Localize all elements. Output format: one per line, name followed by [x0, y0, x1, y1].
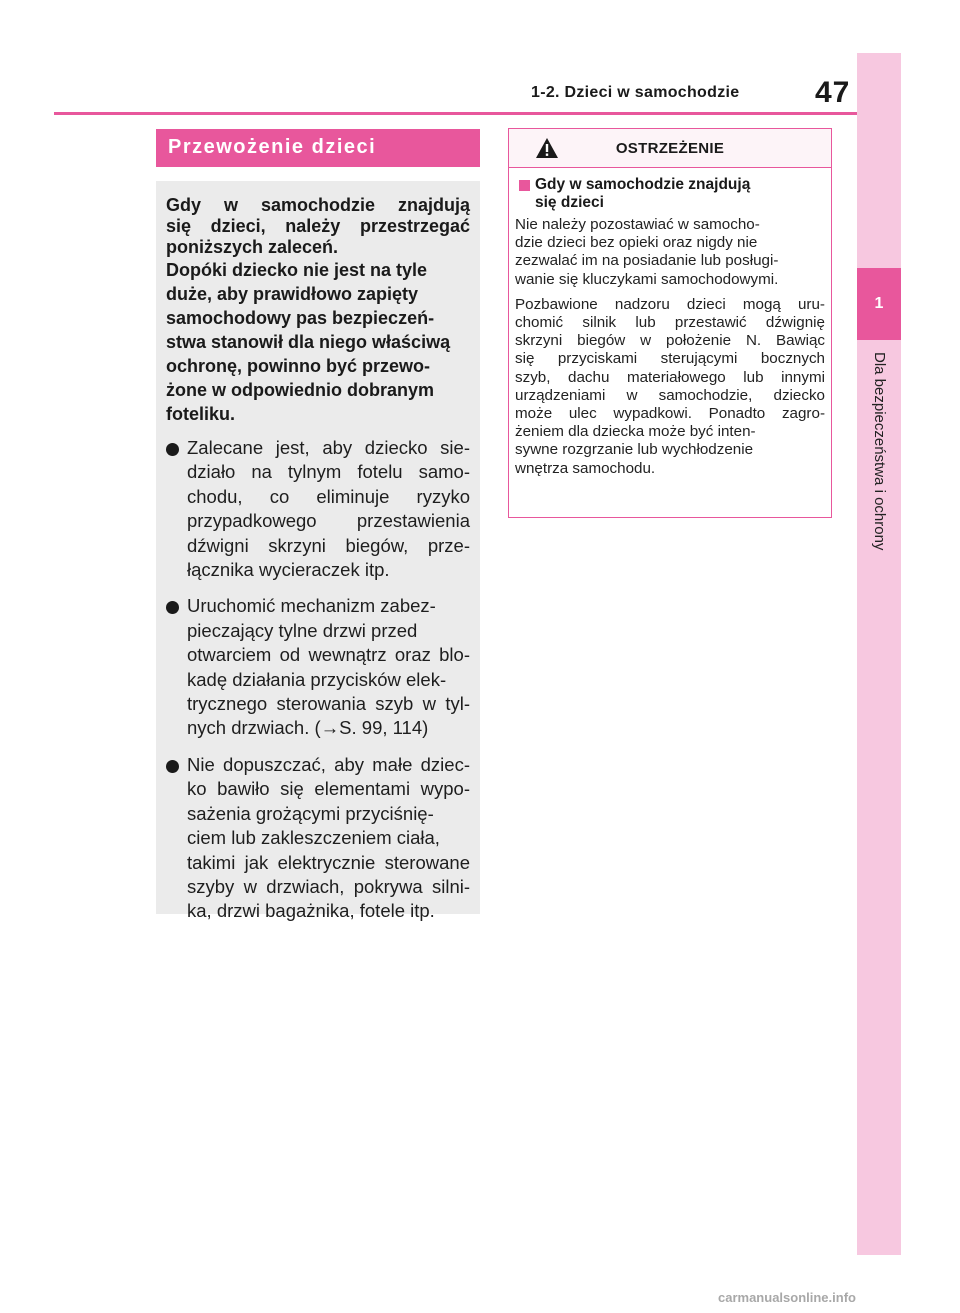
warning-line: zezwalać im na posiadanie lub posługi- — [515, 252, 779, 270]
warning-header — [509, 129, 831, 168]
intro-line: ochronę, powinno być przewo- — [166, 356, 431, 376]
warning-line: Pozbawione nadzoru dzieci mogą uru- — [515, 295, 825, 313]
warning-line: żeniem dla dziecka może być inten- — [515, 423, 756, 441]
bullet-line: takimi jak elektrycznie sterowane — [187, 851, 470, 873]
watermark: carmanualsonline.info — [718, 1290, 856, 1305]
warning-subheading-line: się dzieci — [535, 194, 604, 211]
intro-line: samochodowy pas bezpieczeń- — [166, 308, 435, 328]
bullet-line: działo na tylnym fotelu samo- — [187, 461, 470, 483]
warning-box — [508, 128, 832, 518]
warning-subheading-line: Gdy w samochodzie znajdują — [535, 176, 751, 193]
bullet-line: kadę działania przycisków elek- — [187, 668, 447, 690]
bullet-line: pieczający tylne drzwi przed — [187, 619, 418, 641]
warning-line: skrzyni biegów w położenie N. Bawiąc — [515, 332, 825, 350]
intro-paragraph-2 — [166, 258, 470, 426]
warning-line: sywne rozgrzanie lub wychłodzenie — [515, 441, 754, 459]
chapter-side-tab — [857, 53, 901, 1255]
warning-triangle-icon — [535, 137, 559, 159]
warning-body — [509, 168, 831, 478]
warning-line: chomić silnik lub przestawić dźwignię — [515, 314, 825, 332]
warning-line: się przyciskami sterującymi bocznych — [515, 350, 825, 368]
bullet-line: chodu, co eliminuje ryzyko — [187, 485, 470, 507]
bullet-line: Nie dopuszczać, aby małe dziec- — [187, 753, 470, 775]
square-bullet-icon — [519, 180, 530, 191]
intro-line: stwa stanowił dla niego właściwą — [166, 332, 451, 352]
bullet-line: łącznika wycieraczek itp. — [187, 559, 390, 581]
warning-line: może ulec wypadkowi. Ponadto zagro- — [515, 405, 825, 423]
bullet-item — [166, 436, 470, 582]
intro-line: duże, aby prawidłowo zapięty — [166, 284, 419, 304]
intro-paragraph — [166, 195, 470, 258]
warning-line: urządzeniami w samochodzie, dziecko — [515, 386, 825, 404]
bullet-line: sażenia grożącymi przyciśnię- — [187, 802, 434, 824]
bullet-line: Uruchomić mechanizm zabez- — [187, 595, 436, 617]
bullet-item — [166, 753, 470, 924]
bullet-line: ka, drzwi bagażnika, fotele itp. — [187, 900, 435, 922]
bullet-item — [166, 594, 470, 740]
intro-line: foteliku. — [166, 404, 236, 424]
intro-line: się dzieci, należy przestrzegać — [166, 216, 470, 236]
bullet-line: ko bawiło się elementami wypo- — [187, 778, 470, 800]
bullet-dot-icon — [166, 443, 179, 456]
warning-line: wanie się kluczykami samochodowymi. — [515, 270, 779, 288]
intro-box — [156, 181, 480, 922]
intro-line: Dopóki dziecko nie jest na tyle — [166, 260, 428, 280]
running-header-title: 1-2. Dzieci w samochodzie — [531, 84, 740, 101]
intro-line: żone w odpowiednio dobranym — [166, 380, 434, 400]
bullet-dot-icon — [166, 760, 179, 773]
warning-line: dzie dzieci bez opieki oraz nigdy nie — [515, 234, 758, 252]
intro-line: poniższych zaleceń. — [166, 237, 339, 257]
chapter-number-badge — [857, 268, 901, 340]
bullet-dot-icon — [166, 601, 179, 614]
warning-line: szyb, dachu materiałowego lub innymi — [515, 368, 825, 386]
page-reference-link[interactable]: nych drzwiach. (→S. 99, 114) — [187, 717, 429, 739]
chapter-number: 1 — [874, 295, 884, 312]
header-divider — [54, 112, 857, 115]
page-number: 47 — [815, 76, 851, 109]
section-heading: Przewożenie dzieci — [156, 129, 480, 167]
bullet-line: trycznego sterowania szyb w tyl- — [187, 693, 470, 715]
bullet-line: otwarciem od wewnątrz oraz blo- — [187, 644, 470, 666]
warning-subheading — [515, 176, 825, 212]
bullet-line: Zalecane jest, aby dziecko sie- — [187, 437, 470, 458]
bullet-line: ciem lub zakleszczeniem ciała, — [187, 827, 440, 849]
warning-line: wnętrza samochodu. — [515, 459, 656, 477]
warning-paragraph — [515, 216, 825, 289]
warning-line: Nie należy pozostawiać w samocho- — [515, 216, 760, 233]
chapter-title-vertical: Dla bezpieczeństwa i ochrony — [871, 352, 888, 551]
bullet-line: szyby w drzwiach, pokrywa silni- — [187, 875, 470, 897]
bullet-line: dźwigni skrzyni biegów, prze- — [187, 534, 470, 556]
warning-title: OSTRZEŻENIE — [615, 139, 725, 157]
warning-paragraph — [515, 296, 825, 478]
bullet-line: przypadkowego przestawienia — [187, 510, 470, 532]
intro-line: Gdy w samochodzie znajdują — [166, 195, 470, 215]
